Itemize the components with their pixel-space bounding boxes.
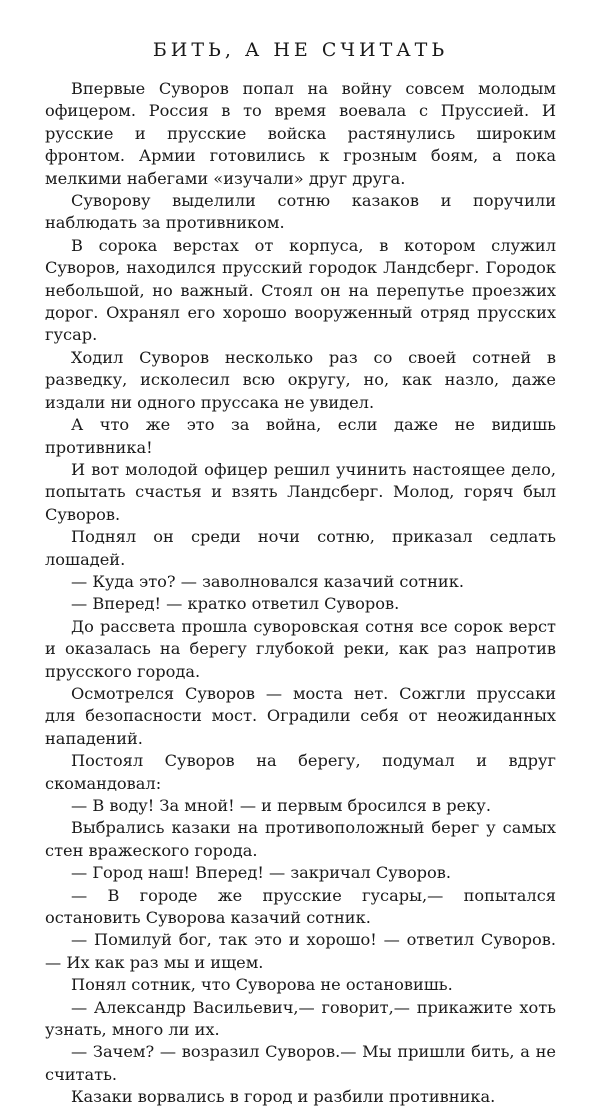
paragraph: Поднял он среди ночи сотню, приказал седлать лошадей.: [45, 527, 556, 569]
story-text: [45, 78, 556, 1109]
paragraph: Постоял Суворов на берегу, подумал и вдруг скомандовал:: [45, 751, 556, 793]
paragraph: Впервые Суворов попал на войну совсем молодым офицером. Россия в то время воевала с Пруссией. И русские и прусские войска растянулись широким фронтом. Армии готовились к грозным боям, а пока мелкими набегами «изучали» друг друга.: [45, 79, 556, 188]
paragraph: До рассвета прошла суворовская сотня все сорок верст и оказалась на берегу глубокой реки, как раз напротив прусского города.: [45, 616, 556, 681]
paragraph: — В городе же прусские гусары,— попытался остановить Суворова казачий сотник.: [45, 885, 556, 928]
paragraph: — Куда это? — заволновался казачий сотник.: [71, 571, 464, 591]
paragraph: А что же это за война, если даже не видишь противника!: [45, 415, 556, 457]
chapter-title: БИТЬ, А НЕ СЧИТАТЬ: [152, 39, 449, 61]
paragraph: Суворову выделили сотню казаков и поручили наблюдать за противником.: [45, 191, 556, 233]
paragraph: Казаки ворвались в город и разбили противника.: [71, 1087, 496, 1107]
paragraph: Осмотрелся Суворов — моста нет. Сожгли пруссаки для безопасности мост. Оградили себя от неожиданных нападений.: [45, 683, 556, 748]
paragraph: Выбрались казаки на противоположный берег у самых стен вражеского города.: [45, 818, 556, 860]
paragraph: — В воду! За мной! — и первым бросился в реку.: [71, 796, 491, 815]
paragraph: — Вперед! — кратко ответил Суворов.: [71, 594, 400, 614]
paragraph: И вот молодой офицер решил учинить настоящее дело, попытать счастья и взять Ландсберг. Молод, горяч был Суворов.: [45, 459, 556, 524]
paragraph: — Зачем? — возразил Суворов.— Мы пришли бить, а не считать.: [45, 1042, 556, 1084]
paragraph: Понял сотник, что Суворова не остановишь.: [71, 975, 453, 995]
paragraph: — Город наш! Вперед! — закричал Суворов.: [71, 863, 451, 883]
paragraph: В сорока верстах от корпуса, в котором служил Суворов, находился прусский городок Ландсберг. Городок небольшой, но важный. Стоял он на перепутье проезжих дорог. Охранял его хорошо вооруженный отряд прусских гусар.: [45, 235, 556, 345]
paragraph: — Помилуй бог, так это и хорошо! — ответил Суворов.— Их как раз мы и ищем.: [45, 930, 556, 972]
paragraph: Ходил Суворов несколько раз со своей сотней в разведку, исколесил всю округу, но, как назло, даже издали ни одного пруссака не увидел.: [45, 347, 556, 412]
paragraph: — Александр Васильевич,— говорит,— прикажите хоть узнать, много ли их.: [45, 997, 556, 1040]
